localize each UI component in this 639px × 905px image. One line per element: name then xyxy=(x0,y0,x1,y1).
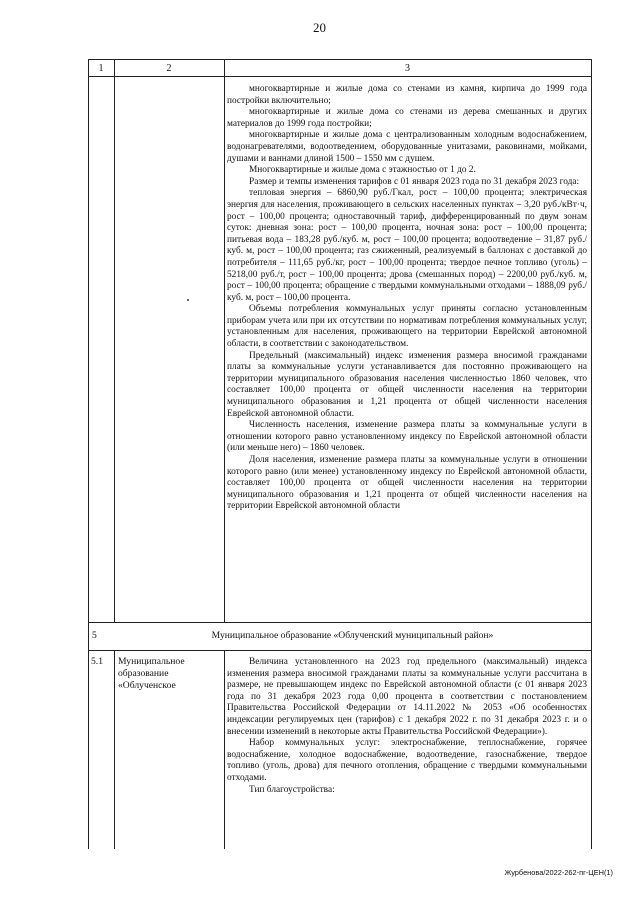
column-header-3: 3 xyxy=(405,63,410,74)
paragraph: многоквартирные и жилые дома с централизованным холодным водоснабжением, водонагревателями, водоотведением, оборудованные унитазами, раковинами, мойками, душами и ваннами длиной 1500 – 1550 мм с душем. xyxy=(227,130,587,164)
name-line: «Облученское xyxy=(118,679,176,691)
paragraph: Доля населения, изменение размера платы за коммунальные услуги в отношении которого равно (или менее) установленному индексу по Еврейской автономной области, составляет 100,00 процента от общей численности населения на территории муниципального образования и 1,21 процента от общей численности населения на территории Еврейской автономной области xyxy=(227,455,587,512)
section5-title: Муниципальное образование «Облученский муниципальный район» xyxy=(211,630,494,641)
paragraph: Размер и темпы изменения тарифов с 01 января 2023 года по 31 декабря 2023 года: xyxy=(249,176,580,187)
paragraph: Объемы потребления коммунальных услуг приняты согласно установленным приборам учета или при их отсутствии по нормативам потребления коммунальных услуг, установленным для населения, проживающего на территории Еврейской автономной области, в соответствии с законодательством. xyxy=(227,304,587,350)
municipality-name xyxy=(118,656,222,691)
paragraph: Многоквартирные и жилые дома с этажностью от 1 до 2. xyxy=(249,165,476,176)
section51-number: 5.1 xyxy=(91,656,103,667)
section4-text xyxy=(227,84,587,513)
page-number: 20 xyxy=(313,20,326,35)
name-line: образование xyxy=(118,667,169,679)
paragraph: Численность населения, изменение размера платы за коммунальные услуги в отношении которого равно установленному индексу по Еврейской автономной области (или меньше него) – 1860 человек. xyxy=(227,420,587,454)
paragraph: Набор коммунальных услуг: электроснабжение, теплоснабжение, горячее водоснабжение, холодное водоснабжение, водоотведение, газоснабжение, твердое топливо (уголь, дрова) для печного отопления, обращение с твердыми коммунальными отходами. xyxy=(227,738,587,783)
paragraph: многоквартирные и жилые дома со стенами из камня, кирпича до 1999 года постройки включительно; xyxy=(227,84,587,106)
paragraph: тепловая энергия – 6860,90 руб./Гкал, рост – 100,00 процента; электрическая энергия для населения, проживающего в сельских населенных пунктах – 3,20 руб./кВт·ч, рост – 100,00 процента; одноставочный тариф, дифференцированный по двум зонам суток: дневная зона: рост – 100,00 процента, ночная зона: рост – 100,00 процента; питьевая вода – 183,28 руб./куб. м, рост – 100,00 процента; водоотведение – 31,87 руб./куб. м, рост – 100,00 процента; газ сжиженный, реализуемый в баллонах с доставкой до потребителя – 111,65 руб./кг, рост – 100,00 процента; твердое печное топливо (уголь) – 5218,00 руб./т, рост – 100,00 процента; дрова (смешанных пород) – 2200,00 руб./куб. м, рост – 100,00 процента; обращение с твердыми коммунальными отходами – 1888,09 руб./куб. м, рост – 100,00 процента. xyxy=(227,188,587,303)
column-header-1: 1 xyxy=(98,63,104,74)
stray-mark xyxy=(187,299,189,301)
section51-text xyxy=(227,657,587,796)
paragraph: Тип благоустройства: xyxy=(249,784,335,795)
paragraph: Величина установленного на 2023 год предельного (максимальный) индекса изменения размера вносимой гражданами платы за коммунальные услуги рассчитана в размере, не превышающем индекс по Еврейской автономной области (с 01 января 2023 года по 31 декабря 2023 года 0,00 процента в соответствии с постановлением Правительства Российской Федерации от 14.11.2022 № 2053 «Об особенностях индексации регулируемых цен (тарифов) с 1 декабря 2022 г. по 31 декабря 2023 г. и о внесении изменений в некоторые акты Правительства Российской Федерации»). xyxy=(227,657,587,737)
section5-number: 5 xyxy=(92,630,97,641)
document-reference: Журбенова/2022-262-пг-ЦЕН(1) xyxy=(504,868,613,877)
column-header-2: 2 xyxy=(166,63,172,74)
paragraph: многоквартирные и жилые дома со стенами из дерева смешанных и других материалов до 1999 года постройки; xyxy=(227,107,587,129)
paragraph: Предельный (максимальный) индекс изменения размера вносимой гражданами платы за коммунальные услуги устанавливается для постоянно проживающего на территории муниципального образования населения численностью 1860 человек, что составляет 100,00 процента от общей численности населения на территории муниципального образования и 1,21 процента от общей численности населения Еврейской автономной области. xyxy=(227,350,587,419)
name-line: Муниципальное xyxy=(118,656,185,667)
